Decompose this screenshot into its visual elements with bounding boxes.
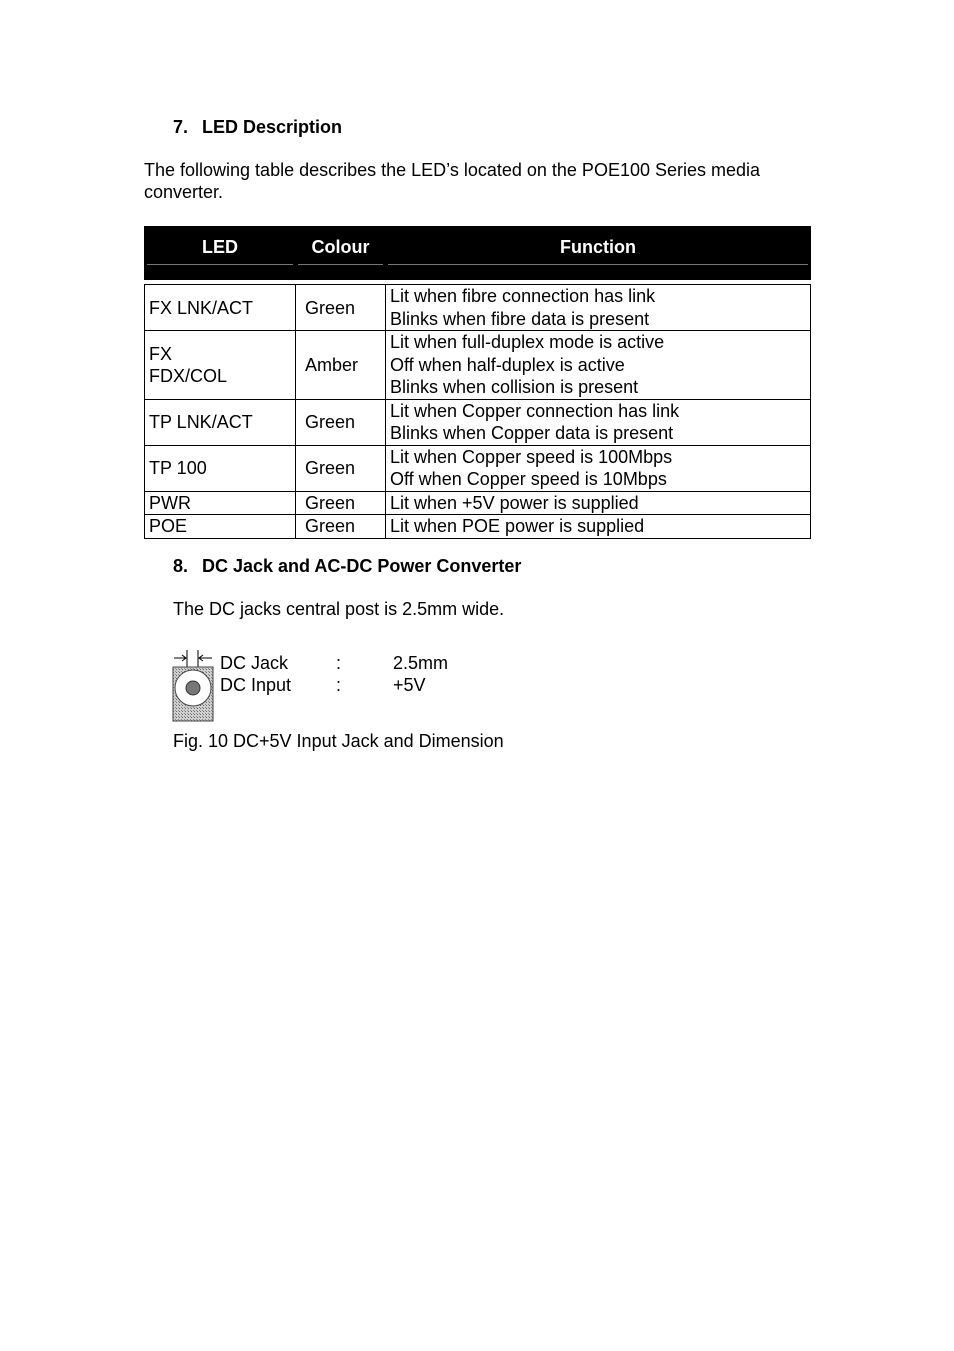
spec-value: 2.5mm (393, 653, 449, 673)
led-cell: FX LNK/ACT (145, 285, 296, 331)
function-cell: Lit when Copper speed is 100Mbps Off when Copper speed is 10Mbps (386, 445, 811, 491)
colour-cell: Green (296, 285, 386, 331)
table-row (145, 515, 811, 539)
spec-separator: : (336, 653, 342, 673)
function-cell: Lit when POE power is supplied (386, 515, 811, 539)
function-cell: Lit when +5V power is supplied (386, 491, 811, 515)
figure-caption: Fig. 10 DC+5V Input Jack and Dimension (173, 731, 504, 751)
table-row (145, 445, 811, 491)
dc-jack-icon (170, 648, 220, 724)
colour-cell: Green (296, 399, 386, 445)
colour-cell: Amber (296, 331, 386, 400)
section-7-heading (173, 116, 342, 138)
table-row (145, 399, 811, 445)
spec-separator: : (336, 675, 342, 695)
header-colour: Colour (296, 227, 386, 280)
table-row (145, 331, 811, 400)
section-title: DC Jack and AC-DC Power Converter (202, 556, 522, 576)
colour-cell: Green (296, 491, 386, 515)
header-led: LED (145, 227, 296, 280)
spec-label: DC Jack (220, 653, 289, 673)
led-cell: PWR (145, 491, 296, 515)
section-number: 8. (173, 556, 189, 576)
section-number: 7. (173, 117, 189, 137)
table-row (145, 285, 811, 331)
function-cell: Lit when Copper connection has link Blinks when Copper data is present (386, 399, 811, 445)
table-row (145, 491, 811, 515)
function-cell: Lit when fibre connection has link Blinks when fibre data is present (386, 285, 811, 331)
table-header-row (145, 227, 811, 280)
header-function: Function (386, 227, 811, 280)
intro-paragraph: The following table describes the LED’s located on the POE100 Series media converter. (144, 160, 761, 202)
spec-label: DC Input (220, 675, 292, 695)
colour-cell: Green (296, 515, 386, 539)
led-cell: TP LNK/ACT (145, 399, 296, 445)
led-cell: FX FDX/COL (145, 331, 296, 400)
led-cell: POE (145, 515, 296, 539)
led-cell: TP 100 (145, 445, 296, 491)
section-title: LED Description (202, 117, 343, 137)
led-description-table (144, 226, 811, 539)
colour-cell: Green (296, 445, 386, 491)
section-8-heading (173, 555, 521, 577)
function-cell: Lit when full-duplex mode is active Off when half-duplex is active Blinks when collision is present (386, 331, 811, 400)
spec-value: +5V (393, 675, 426, 695)
dc-jack-paragraph: The DC jacks central post is 2.5mm wide. (173, 599, 505, 619)
